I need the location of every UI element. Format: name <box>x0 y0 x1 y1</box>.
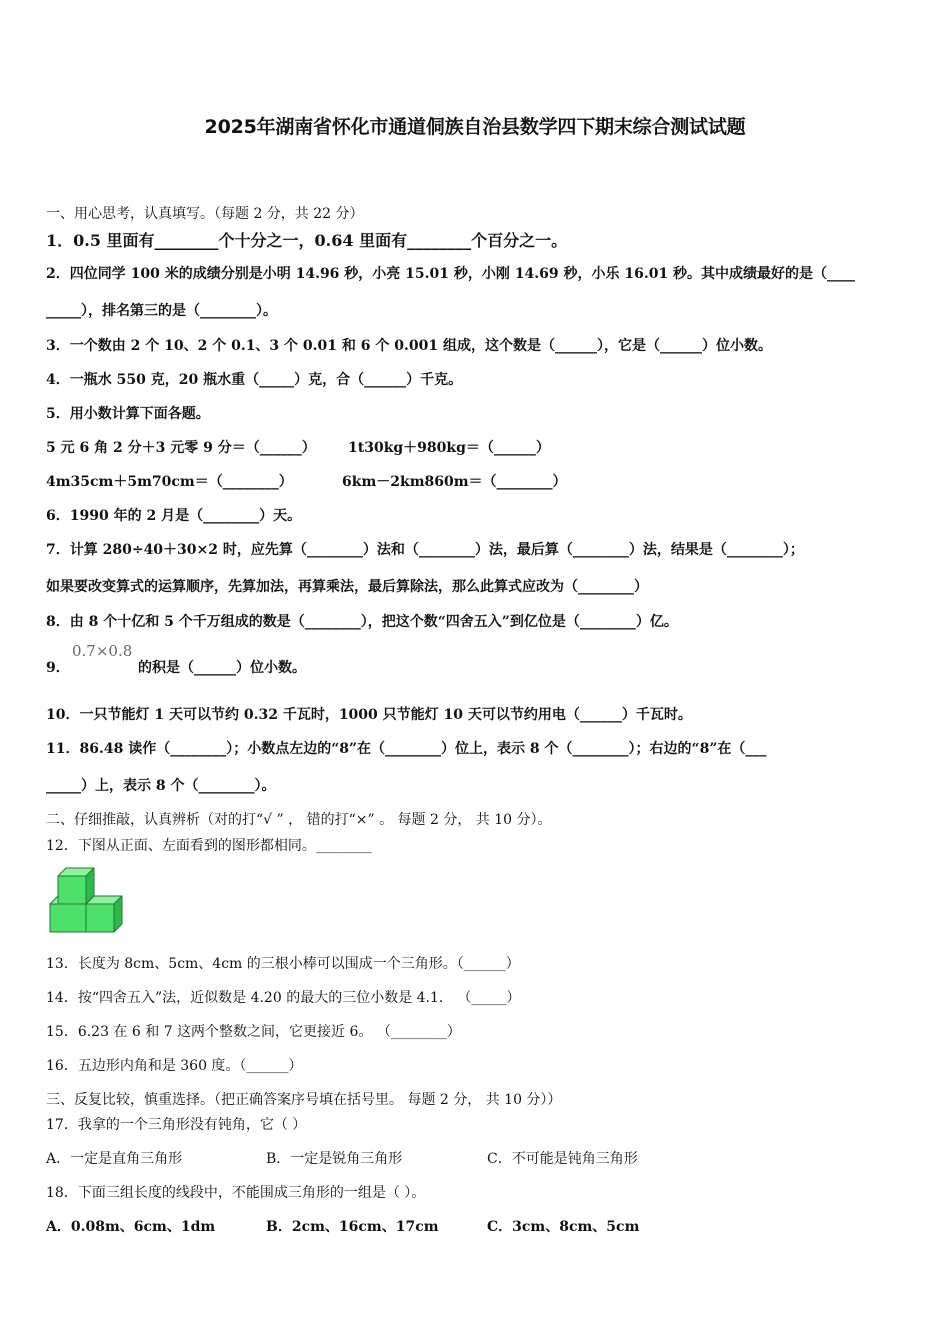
question-17: 17．我拿的一个三角形没有钝角，它（ ） <box>46 1117 307 1133</box>
question-9-text: 的积是（______）位小数。 <box>138 660 306 676</box>
question-17-option-c: C．不可能是钝角三角形 <box>487 1151 638 1167</box>
question-5b: 1t30kg＋980kg＝（______） <box>348 440 550 456</box>
question-13: 13．长度为 8cm、5cm、4cm 的三根小棒可以围成一个三角形。（______） <box>46 956 520 972</box>
question-12: 12．下图从正面、左面看到的图形都相同。________ <box>46 838 372 854</box>
question-8: 8．由 8 个十亿和 5 个千万组成的数是（________），把这个数“四舍五入”到亿位是（________）亿。 <box>46 614 678 630</box>
question-5a: 5 元 6 角 2 分＋3 元零 9 分＝（______） <box>46 440 316 456</box>
question-5: 5．用小数计算下面各题。 <box>46 406 210 422</box>
question-9-formula: 0.7×0.8 <box>72 642 133 660</box>
question-7-line2: 如果要改变算式的运算顺序，先算加法，再算乘法，最后算除法，那么此算式应改为（________） <box>46 579 648 595</box>
question-6: 6．1990 年的 2 月是（________）天。 <box>46 508 302 524</box>
question-18: 18．下面三组长度的线段中，不能围成三角形的一组是（ ）。 <box>46 1185 426 1201</box>
section3-heading: 三、反复比较，慎重选择。（把正确答案序号填在括号里。 每题 2 分， 共 10 分）） <box>46 1092 562 1108</box>
section1-heading: 一、用心思考，认真填写。（每题 2 分，共 22 分） <box>46 206 364 222</box>
question-2-line1: 2．四位同学 100 米的成绩分别是小明 14.96 秒，小亮 15.01 秒，小刚 14.69 秒，小乐 16.01 秒。其中成绩最好的是（____ <box>46 266 856 282</box>
question-18-option-a: A．0.08m、6cm、1dm <box>46 1219 216 1235</box>
question-4: 4．一瓶水 550 克，20 瓶水重（_____）克，合（______）千克。 <box>46 372 463 388</box>
question-5c: 4m35cm＋5m70cm＝（________） <box>46 474 293 490</box>
question-17-option-a: A．一定是直角三角形 <box>46 1151 183 1167</box>
question-3: 3．一个数由 2 个 10、2 个 0.1、3 个 0.01 和 6 个 0.001 组成，这个数是（______），它是（______）位小数。 <box>46 338 772 354</box>
section2-heading: 二、仔细推敲，认真辨析（对的打“√ ” ， 错的打“×” 。 每题 2 分， 共 10 分）。 <box>46 812 552 828</box>
question-11-line1: 11．86.48 读作（________）；小数点左边的“8”在（________）位上，表示 8 个（________）；右边的“8”在（___ <box>46 741 767 757</box>
question-18-option-b: B．2cm、16cm、17cm <box>266 1219 439 1235</box>
question-5d: 6km－2km860m＝（________） <box>342 474 567 490</box>
cube-stack-figure <box>44 864 128 934</box>
question-14: 14．按“四舍五入”法，近似数是 4.20 的最大的三位小数是 4.1． （_____） <box>46 990 521 1006</box>
question-1: 1．0.5 里面有________个十分之一，0.64 里面有________个百分之一。 <box>46 231 568 250</box>
page-title: 2025年湖南省怀化市通道侗族自治县数学四下期末综合测试试题 <box>204 116 746 138</box>
question-11-line2: _____）上，表示 8 个（________）。 <box>46 778 276 794</box>
question-16: 16．五边形内角和是 360 度。（______） <box>46 1058 303 1074</box>
question-2-line2: _____），排名第三的是（________）。 <box>46 303 277 319</box>
question-10: 10．一只节能灯 1 天可以节约 0.32 千瓦时，1000 只节能灯 10 天可以节约用电（______）千瓦时。 <box>46 707 692 723</box>
question-17-option-b: B．一定是锐角三角形 <box>266 1151 403 1167</box>
question-18-option-c: C．3cm、8cm、5cm <box>487 1219 640 1235</box>
question-15: 15．6.23 在 6 和 7 这两个整数之间，它更接近 6。 （________） <box>46 1024 461 1040</box>
question-9-number: 9． <box>46 660 70 676</box>
question-7-line1: 7．计算 280÷40＋30×2 时，应先算（________）法和（________）法，最后算（________）法，结果是（________）； <box>46 542 804 558</box>
